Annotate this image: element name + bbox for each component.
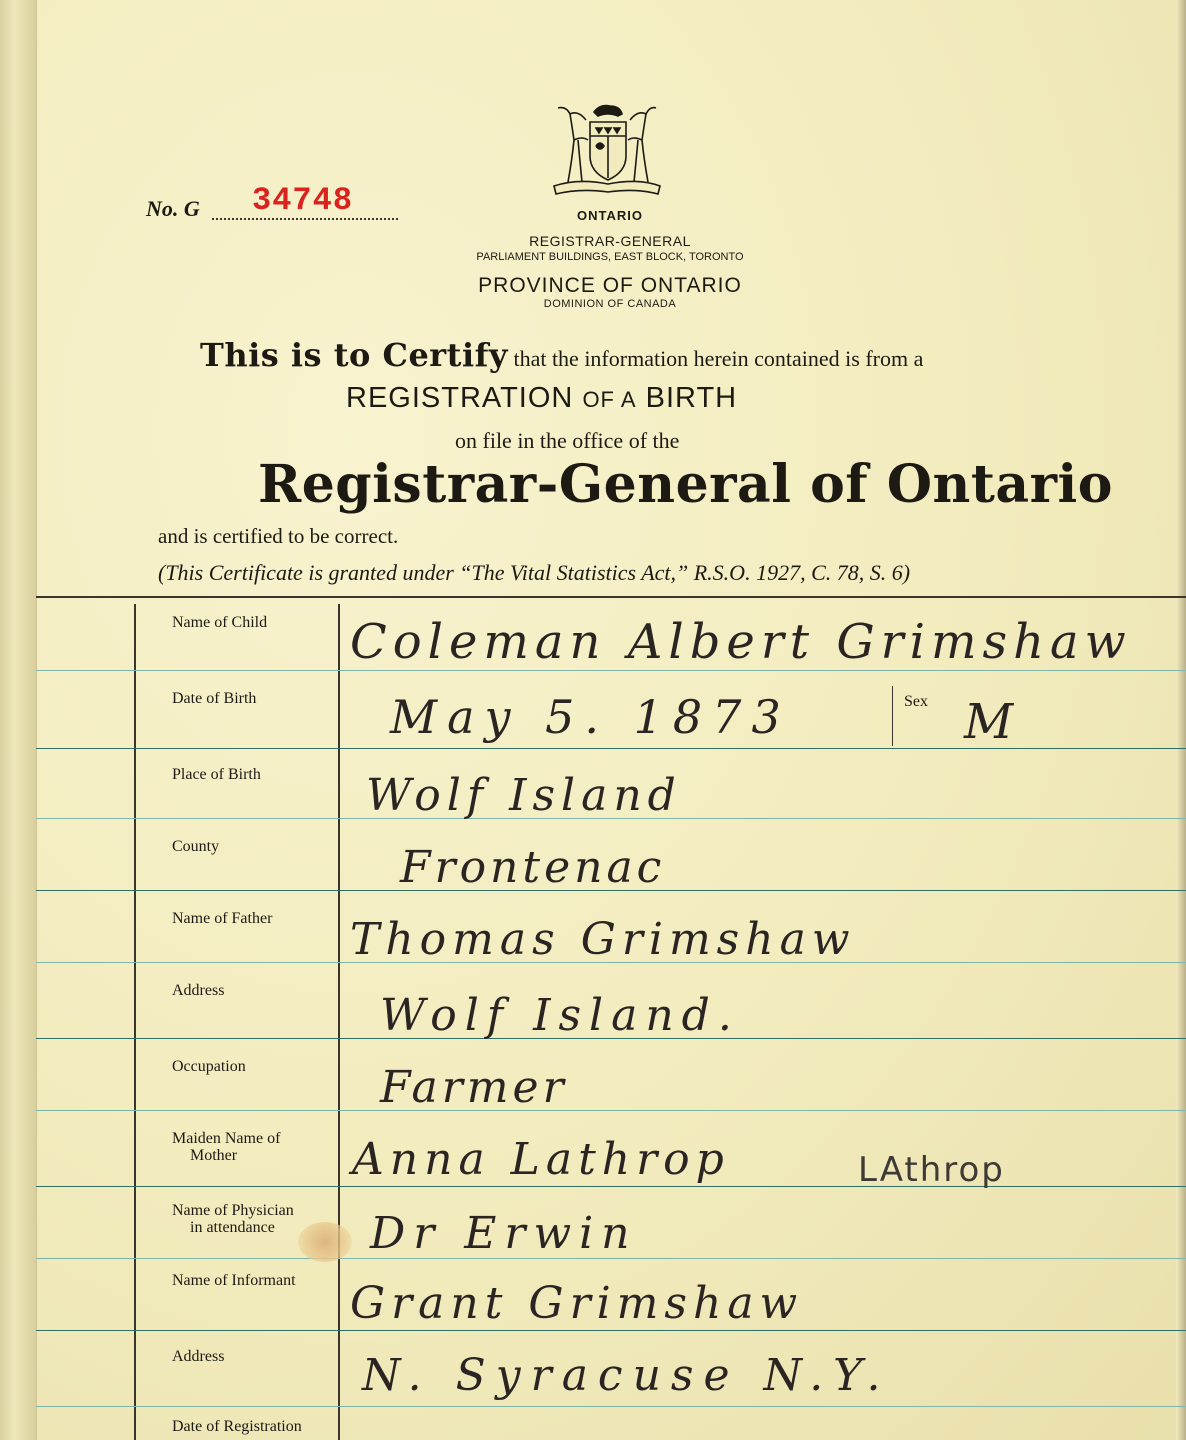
header-registrar-general: REGISTRAR-GENERAL	[529, 233, 691, 249]
value-address-father: Wolf Island.	[380, 990, 740, 1041]
registration-of-a: OF A	[582, 387, 637, 412]
value-place-of-birth: Wolf Island	[366, 770, 682, 821]
header-province: PROVINCE OF ONTARIO	[478, 274, 742, 297]
page-edge	[1176, 0, 1186, 1440]
row-rule	[36, 1330, 1186, 1331]
label-maiden-name-mother: Mother	[190, 1147, 238, 1164]
value-physician: Dr Erwin	[370, 1208, 638, 1259]
registration-heading	[346, 382, 737, 415]
certificate-number-label: No. G	[146, 196, 200, 221]
value-name-of-child: Coleman Albert Grimshaw	[350, 614, 1132, 670]
value-informant: Grant Grimshaw	[350, 1278, 804, 1329]
label-informant: Name of Informant	[172, 1272, 296, 1289]
label-name-of-child: Name of Child	[172, 614, 268, 631]
label-physician: Name of Physician	[172, 1202, 294, 1219]
label-physician-attendance: in attendance	[190, 1219, 275, 1236]
label-occupation: Occupation	[172, 1058, 246, 1075]
document-spine	[0, 0, 37, 1440]
row-rule	[36, 1186, 1186, 1187]
value-date-of-birth: May 5. 1873	[390, 690, 791, 744]
value-name-of-father: Thomas Grimshaw	[350, 914, 856, 965]
ontario-coat-of-arms-icon	[548, 100, 666, 200]
registrar-title: Registrar-General of Ontario	[258, 454, 1113, 515]
row-rule	[36, 670, 1186, 671]
label-address-father: Address	[172, 982, 225, 999]
value-address-informant: N. Syracuse N.Y.	[362, 1350, 891, 1401]
value-sex: M	[964, 694, 1017, 750]
header-ontario: ONTARIO	[577, 208, 643, 223]
registration-word: REGISTRATION	[346, 382, 574, 414]
sex-divider	[892, 686, 893, 746]
label-date-of-registration: Date of Registration	[172, 1418, 302, 1435]
certificate-number: 34748	[252, 182, 354, 219]
annotation-lathrop: LAthrop	[858, 1150, 1005, 1190]
label-county: County	[172, 838, 220, 855]
label-sex: Sex	[904, 693, 928, 710]
value-maiden-name: Anna Lathrop	[352, 1134, 730, 1185]
label-address-informant: Address	[172, 1348, 225, 1365]
certify-lead: This is to Certify	[200, 336, 508, 374]
act-reference: (This Certificate is granted under “The Vital Statistics Act,” R.S.O. 1927, C. 78, S. 6)	[158, 560, 911, 585]
table-top-rule	[36, 596, 1186, 598]
label-place-of-birth: Place of Birth	[172, 766, 261, 783]
label-date-of-birth: Date of Birth	[172, 690, 257, 707]
table-divider-rule	[338, 604, 340, 1440]
header-dominion: DOMINION OF CANADA	[543, 298, 677, 310]
value-occupation: Farmer	[380, 1062, 568, 1113]
on-file-text: on file in the office of the	[455, 428, 680, 453]
table-left-rule	[134, 604, 136, 1440]
row-rule	[36, 1406, 1186, 1407]
paper-stain	[298, 1222, 352, 1262]
row-rule	[36, 1110, 1186, 1111]
label-name-of-father: Name of Father	[172, 910, 273, 927]
certified-text: and is certified to be correct.	[158, 524, 399, 548]
certify-statement	[200, 336, 923, 374]
registration-birth: BIRTH	[645, 382, 738, 414]
value-county: Frontenac	[400, 842, 666, 893]
certify-rest: that the information herein contained is from a	[513, 346, 924, 371]
header-address: PARLIAMENT BUILDINGS, EAST BLOCK, TORONTO	[476, 251, 744, 263]
label-maiden-name: Maiden Name of	[172, 1130, 281, 1147]
